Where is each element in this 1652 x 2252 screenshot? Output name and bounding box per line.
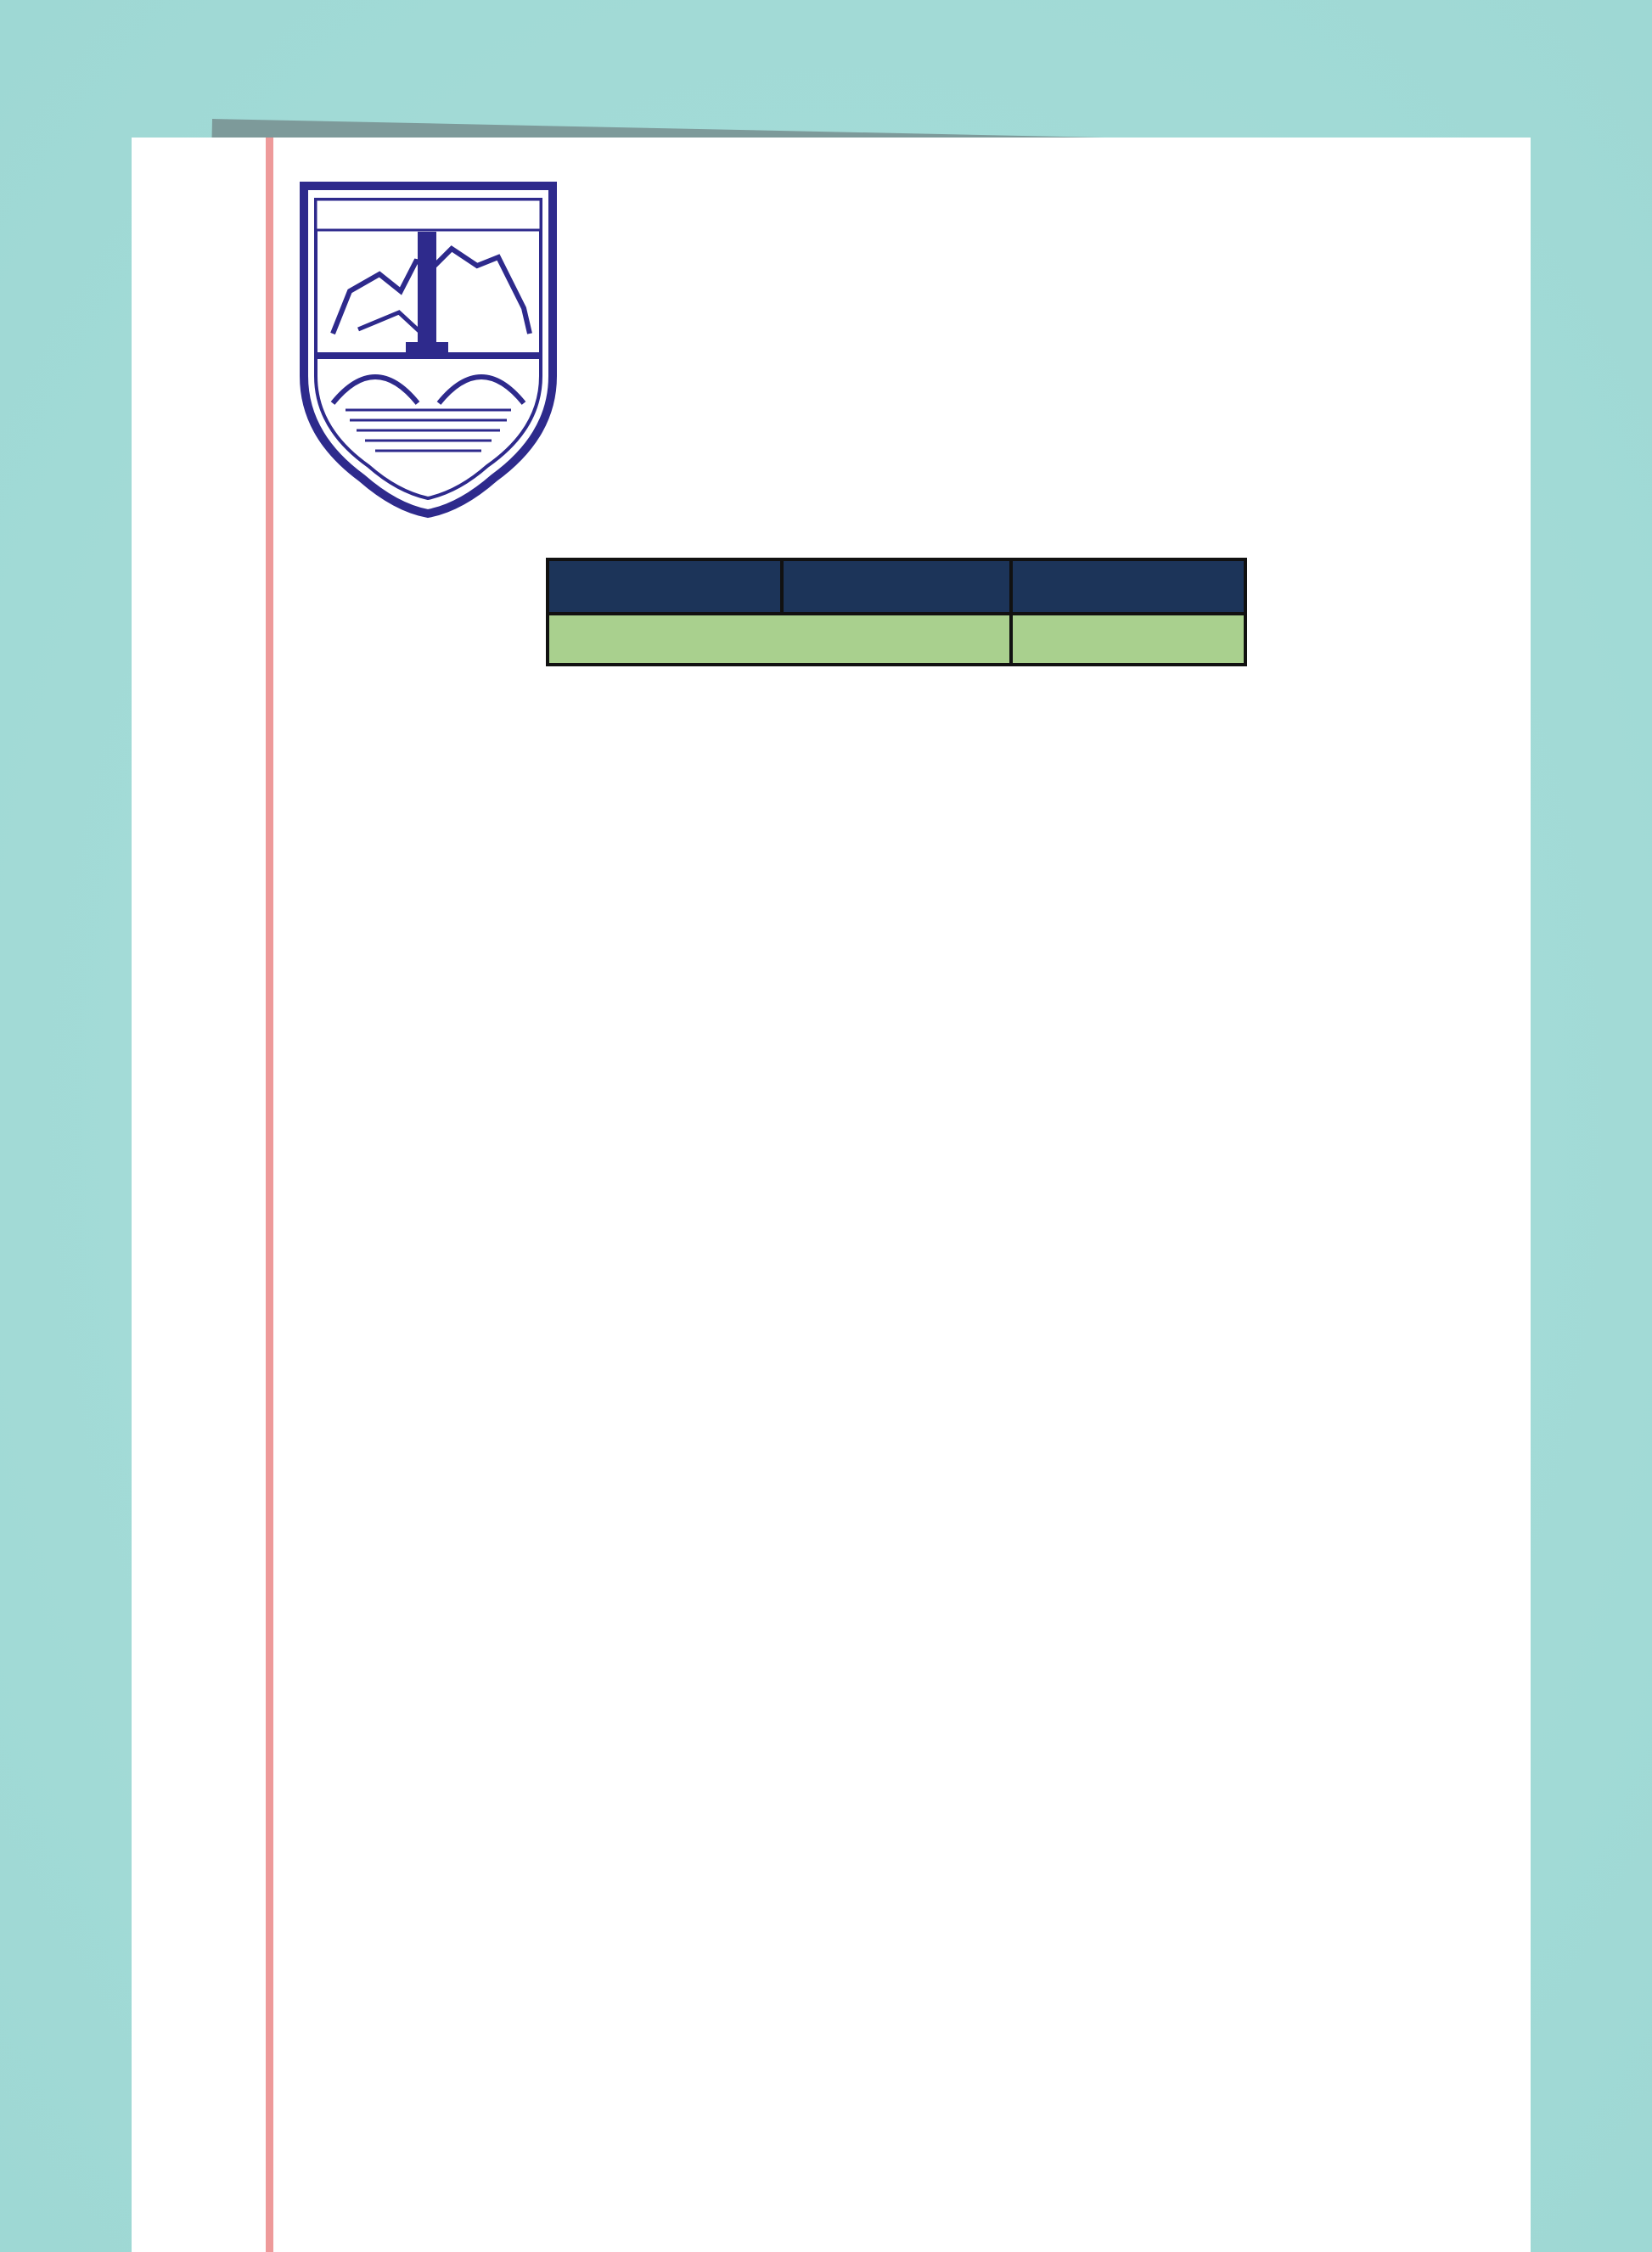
total-row	[548, 614, 1245, 665]
column-header-cursos	[548, 559, 782, 614]
total-pct	[1011, 614, 1245, 665]
table-header-row	[548, 559, 1245, 614]
margin-line	[266, 138, 273, 2252]
total-label	[548, 614, 1011, 665]
column-header-middle	[782, 559, 1011, 614]
attendance-table	[546, 558, 1247, 666]
column-header-pct	[1011, 559, 1245, 614]
spiral-binding-decoration	[0, 0, 255, 2252]
school-crest-logo	[299, 181, 558, 520]
